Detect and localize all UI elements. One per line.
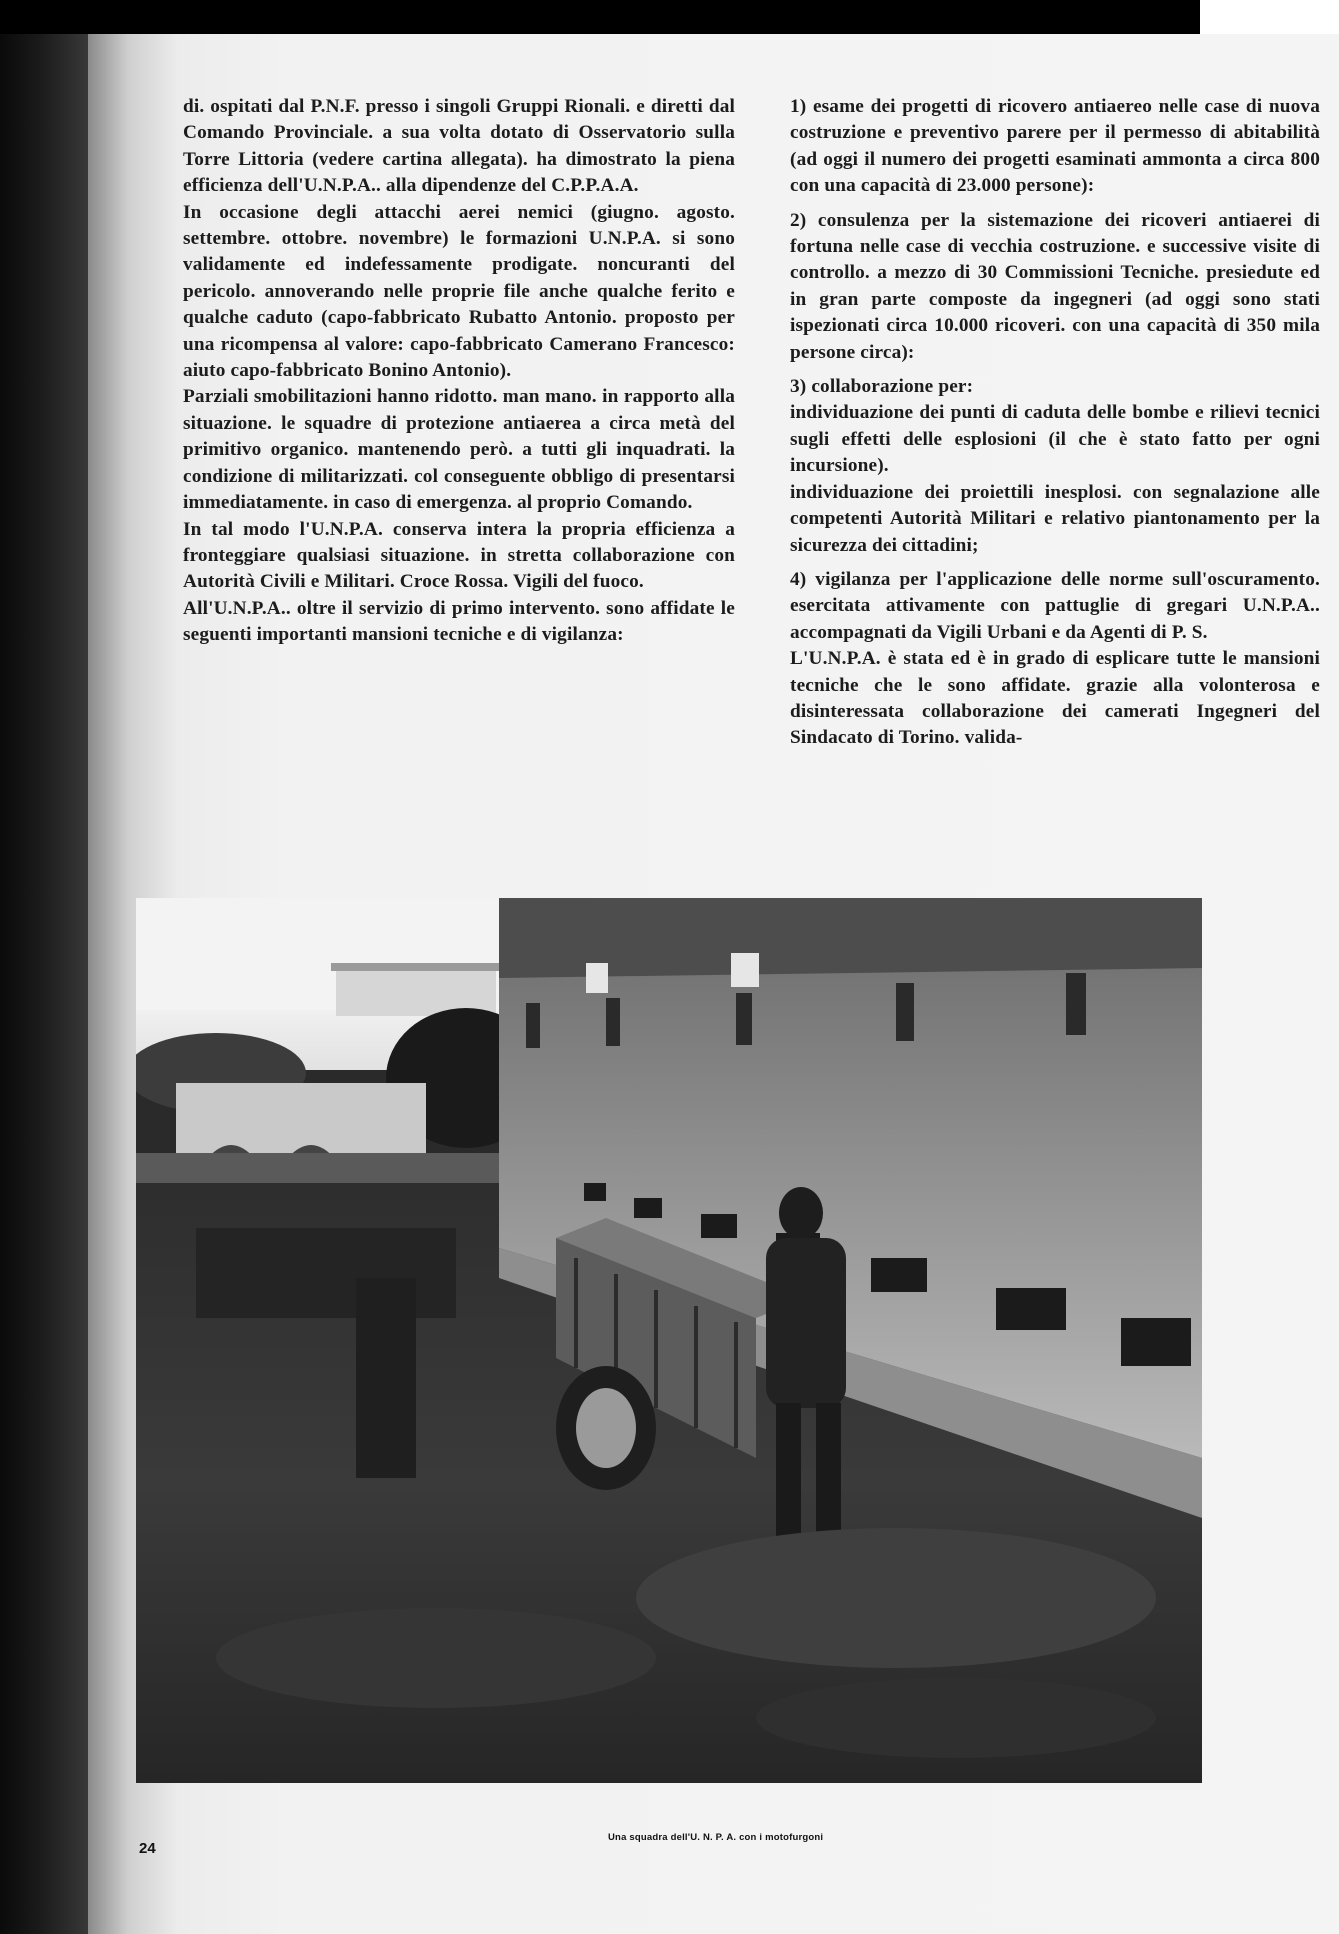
paragraph: Parziali smobilitazioni hanno ridotto. man mano. in rapporto alla situazione. le squadre di protezione antiaerea a circa metà del primitivo organico. mantenendo però. a tutti gli inquadrati. la condizione di militarizzati. col conseguente obbligo di presentarsi immediatamente. in caso di emergenza. al proprio Comando. — [183, 386, 735, 514]
scan-top-border — [0, 0, 1339, 34]
list-item-1: 1) esame dei progetti di ricovero antiaereo nelle case di nuova costruzione e preventivo parere per il permesso di abitabilità (ad oggi il numero dei progetti esaminati ammonta a circa 800 con una capacità di 23.000 persone): — [790, 96, 1320, 197]
sub-item: individuazione dei punti di caduta delle bombe e rilievi tecnici sugli effetti delle esplosioni (il che è stato fatto per ogni incursione). — [790, 402, 1320, 477]
right-text-column — [790, 94, 1320, 752]
photo-caption: Una squadra dell'U. N. P. A. con i motofurgoni — [608, 1832, 824, 1843]
sub-item: individuazione dei proiettili inesplosi. con segnalazione alle competenti Autorità Militari e relativo piantonamento per la sicurezza dei cittadini; — [790, 481, 1320, 556]
list-item-3: 3) collaborazione per: — [790, 376, 974, 398]
paragraph: All'U.N.P.A.. oltre il servizio di primo intervento. sono affidate le seguenti importanti mansioni tecniche e di vigilanza: — [183, 597, 735, 646]
list-item-2: 2) consulenza per la sistemazione dei ricoveri antiaerei di fortuna nelle case di vecchia costruzione. e successive visite di controllo. a mezzo di 30 Commissioni Tecniche. presiedute ed in gran parte composte da ingegneri (ad oggi sono stati ispezionati circa 10.000 ricoveri. con una capacità di 350 mila persone circa): — [790, 209, 1320, 363]
scan-corner-notch — [1200, 0, 1339, 34]
photograph — [136, 898, 1202, 1783]
list-item-4: 4) vigilanza per l'applicazione delle norme sull'oscuramento. esercitata attivamente con pattuglie di gregari U.N.P.A.. accompagnati da Vigili Urbani e da Agenti di P. S. — [790, 568, 1320, 643]
paragraph: In occasione degli attacchi aerei nemici (giugno. agosto. settembre. ottobre. novembre) le formazioni U.N.P.A. si sono validamente ed indefessamente prodigate. noncuranti del pericolo. annoverando nelle proprie file anche qualche ferito e qualche caduto (capo-fabbricato Rubatto Antonio. proposto per una ricompensa al valore: capo-fabbricato Camerano Francesco: aiuto capo-fabbricato Bonino Antonio). — [183, 201, 735, 382]
page-number: 24 — [139, 1840, 156, 1857]
paragraph: In tal modo l'U.N.P.A. conserva intera la propria efficienza a fronteggiare qualsiasi situazione. in stretta collaborazione con Autorità Civili e Militari. Croce Rossa. Vigili del fuoco. — [183, 518, 735, 593]
paragraph: di. ospitati dal P.N.F. presso i singoli Gruppi Rionali. e diretti dal Comando Provinciale. a sua volta dotato di Osservatorio sulla Torre Littoria (vedere cartina allegata). ha dimostrato la piena efficienza dell'U.N.P.A.. alla dipendenze del C.P.P.A.A. — [183, 96, 735, 197]
paragraph: L'U.N.P.A. è stata ed è in grado di esplicare tutte le mansioni tecniche che le sono affidate. grazie alla volonterosa e disinteressata collaborazione dei camerati Ingegneri del Sindacato di Torino. valida- — [790, 648, 1320, 749]
left-text-column — [183, 94, 735, 649]
